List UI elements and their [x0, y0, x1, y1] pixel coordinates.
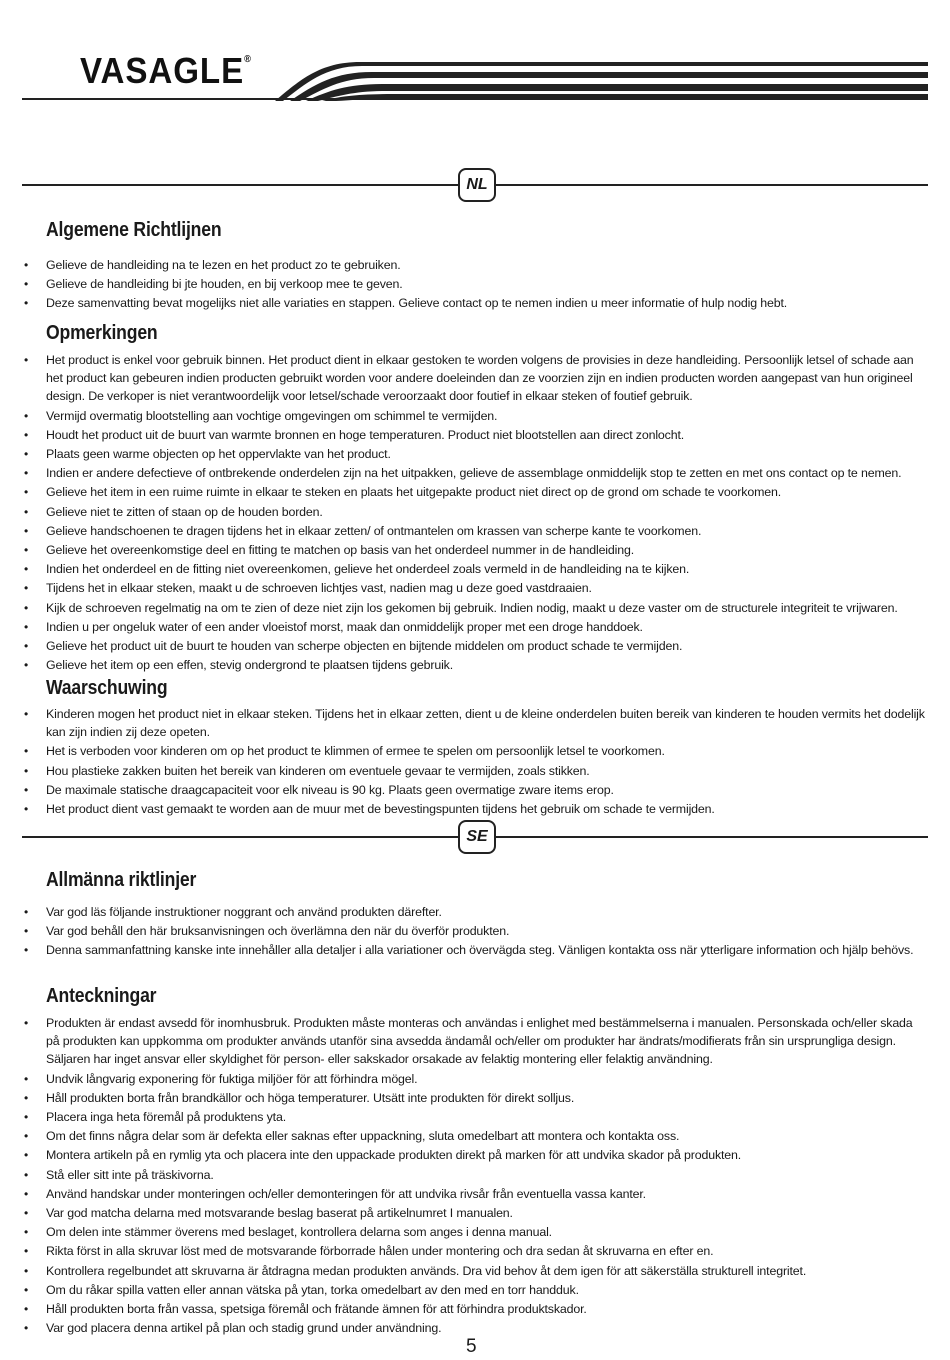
- page-header: [0, 0, 950, 110]
- bullet-item: • Tijdens het in elkaar steken, maakt u de schroeven lichtjes vast, nadien mag u deze goed vastdraaien.: [22, 579, 928, 597]
- bullet-item: • Håll produkten borta från brandkällor och höga temperaturer. Utsätt inte produkten för direkt solljus.: [22, 1089, 928, 1107]
- se-notes-list: [22, 1014, 928, 1338]
- se-language-badge: SE: [458, 820, 496, 854]
- bullet-item: • Hou plastieke zakken buiten het bereik van kinderen om eventuele gevaar te vermijden, zoals stikken.: [22, 762, 928, 780]
- bullet-item: • De maximale statische draagcapaciteit voor elk niveau is 90 kg. Plaats geen overmatige zware items erop.: [22, 781, 928, 799]
- nl-notes-heading: Opmerkingen: [46, 322, 158, 344]
- se-general-heading: Allmänna riktlinjer: [46, 869, 197, 891]
- page-number: 5: [466, 1336, 477, 1357]
- bullet-item: • Het product dient vast gemaakt te worden aan de muur met de bevestingspunten tijdens het gebruik om schade te vermijden.: [22, 800, 928, 818]
- bullet-item: • Kijk de schroeven regelmatig na om te zien of deze niet zijn los gekomen bij gebruik. Indien nodig, maakt u deze vaster om de structurele integriteit te vrijwaren.: [22, 599, 928, 617]
- bullet-item: • Houdt het product uit de buurt van warmte bronnen en hoge temperaturen. Product niet blootstellen aan direct zonlocht.: [22, 426, 928, 444]
- bullet-item: • Var god matcha delarna med motsvarande beslag baserat på artikelnumret I manualen.: [22, 1204, 928, 1222]
- bullet-item: • Var god läs följande instruktioner noggrant och använd produkten därefter.: [22, 903, 928, 921]
- bullet-item: • Gelieve het product uit de buurt te houden van scherpe objecten en bijtende middelen om product schade te vermijden.: [22, 637, 928, 655]
- nl-notes-list: [22, 351, 928, 675]
- se-notes-heading: Anteckningar: [46, 985, 157, 1007]
- bullet-item: • Vermijd overmatig blootstelling aan vochtige omgevingen om schimmel te vermijden.: [22, 407, 928, 425]
- bullet-item: • Rikta först in alla skruvar löst med de motsvarande förborrade hålen under montering och dra sedan åt skruvarna en efter en.: [22, 1242, 928, 1260]
- bullet-item: • Var god placera denna artikel på plan och stadig grund under användning.: [22, 1319, 928, 1337]
- nl-language-divider: [22, 168, 928, 202]
- bullet-item: • Gelieve de handleiding na te lezen en het product zo te gebruiken.: [22, 256, 928, 274]
- bullet-item: • Använd handskar under monteringen och/eller demonteringen för att undvika rivsår från eventuella vassa kanter.: [22, 1185, 928, 1203]
- bullet-item: • Undvik långvarig exponering för fuktiga miljöer för att förhindra mögel.: [22, 1070, 928, 1088]
- bullet-item: • Gelieve het overeenkomstige deel en fitting te matchen op basis van het onderdeel nummer in de handleiding.: [22, 541, 928, 559]
- bullet-item: • Om det finns några delar som är defekta eller saknas efter uppackning, sluta omedelbart att montera och kontakta oss.: [22, 1127, 928, 1145]
- bullet-item: • Gelieve de handleiding bi jte houden, en bij verkoop mee te geven.: [22, 275, 928, 293]
- bullet-item: • Stå eller sitt inte på träskivorna.: [22, 1166, 928, 1184]
- bullet-item: • Het product is enkel voor gebruik binnen. Het product dient in elkaar gestoken te worden volgens de provisies in deze handleiding. Persoonlijk letsel of schade aan het product kan gebeuren indien producten gebruikt worden voor andere doeleinden dan ze voorzien zijn en indien producten worden aangepast van hun origineel design. De verkoper is niet verantwoordelijk voor letsel/schade veroorzaakt door foutief in elkaar steken of foutief gebruik.: [22, 351, 928, 406]
- se-language-divider: [22, 820, 928, 854]
- bullet-item: • Gelieve niet te zitten of staan op de houden borden.: [22, 503, 928, 521]
- bullet-item: • Indien u per ongeluk water of een ander vloeistof morst, maak dan onmiddelijk proper met een droge handdoek.: [22, 618, 928, 636]
- bullet-item: • Kinderen mogen het product niet in elkaar steken. Tijdens het in elkaar zetten, dient u de kleine onderdelen buiten bereik van kinderen te houden vermits het dodelijk kan zijn indien zij deze opeten.: [22, 705, 928, 741]
- bullet-item: • Placera inga heta föremål på produktens yta.: [22, 1108, 928, 1126]
- nl-warning-list: [22, 705, 928, 819]
- bullet-item: • Produkten är endast avsedd för inomhusbruk. Produkten måste monteras och användas i enlighet med bestämmelserna i manualen. Personskada och/eller skada på produkten kan uppkomma om produkter används utanför sina avsedda ändamål och/eller om produkter har ändrats/modifierats från sin ursprungliga design. Säljaren har inget ansvar eller skyldighet för person- eller sakskador orsakade av felaktig montering eller felaktig användning.: [22, 1014, 928, 1069]
- bullet-item: • Håll produkten borta från vassa, spetsiga föremål och frätande ämnen för att förhindra produktskador.: [22, 1300, 928, 1318]
- bullet-item: • Indien er andere defectieve of ontbrekende onderdelen zijn na het uitpakken, gelieve de assemblage onmiddelijk stop te zetten en met ons contact op te nemen.: [22, 464, 928, 482]
- brand-logo: VASAGLE®: [80, 50, 252, 91]
- bullet-item: • Om delen inte stämmer överens med beslaget, kontrollera delarna som anges i denna manual.: [22, 1223, 928, 1241]
- bullet-item: • Denna sammanfattning kanske inte innehåller alla detaljer i alla variationer och övervägda steg. Vänligen kontakta oss när ytterligare information och hjälp behövs.: [22, 941, 928, 959]
- bullet-item: • Gelieve het item in een ruime ruimte in elkaar te steken en plaats het uitgepakte product niet direct op de grond om schade te voorkomen.: [22, 483, 928, 501]
- nl-general-heading: Algemene Richtlijnen: [46, 219, 222, 241]
- bullet-item: • Deze samenvatting bevat mogelijks niet alle variaties en stappen. Gelieve contact op te nemen indien u meer informatie of hulp nodig hebt.: [22, 294, 928, 312]
- bullet-item: • Kontrollera regelbundet att skruvarna är åtdragna medan produkten används. Dra vid behov åt dem igen för att säkerställa strukturell integritet.: [22, 1262, 928, 1280]
- nl-warning-heading: Waarschuwing: [46, 677, 168, 699]
- bullet-item: • Plaats geen warme objecten op het oppervlakte van het product.: [22, 445, 928, 463]
- se-general-list: [22, 903, 928, 961]
- bullet-item: • Om du råkar spilla vatten eller annan vätska på ytan, torka omedelbart av den med en torr handduk.: [22, 1281, 928, 1299]
- bullet-item: • Var god behåll den här bruksanvisningen och överlämna den när du överför produkten.: [22, 922, 928, 940]
- nl-language-badge: NL: [458, 168, 496, 202]
- bullet-item: • Gelieve handschoenen te dragen tijdens het in elkaar zetten/ of ontmantelen om krassen van scherpe kante te voorkomen.: [22, 522, 928, 540]
- bullet-item: • Gelieve het item op een effen, stevig ondergrond te plaatsen tijdens gebruik.: [22, 656, 928, 674]
- bullet-item: • Indien het onderdeel en de fitting niet overeenkomen, gelieve het onderdeel zoals vermeld in de handleiding na te kijken.: [22, 560, 928, 578]
- bullet-item: • Montera artikeln på en rymlig yta och placera inte den uppackade produkten direkt på marken för att undvika skador på produkten.: [22, 1146, 928, 1164]
- bullet-item: • Het is verboden voor kinderen om op het product te klimmen of ermee te spelen om persoonlijk letsel te voorkomen.: [22, 742, 928, 760]
- nl-general-list: [22, 256, 928, 314]
